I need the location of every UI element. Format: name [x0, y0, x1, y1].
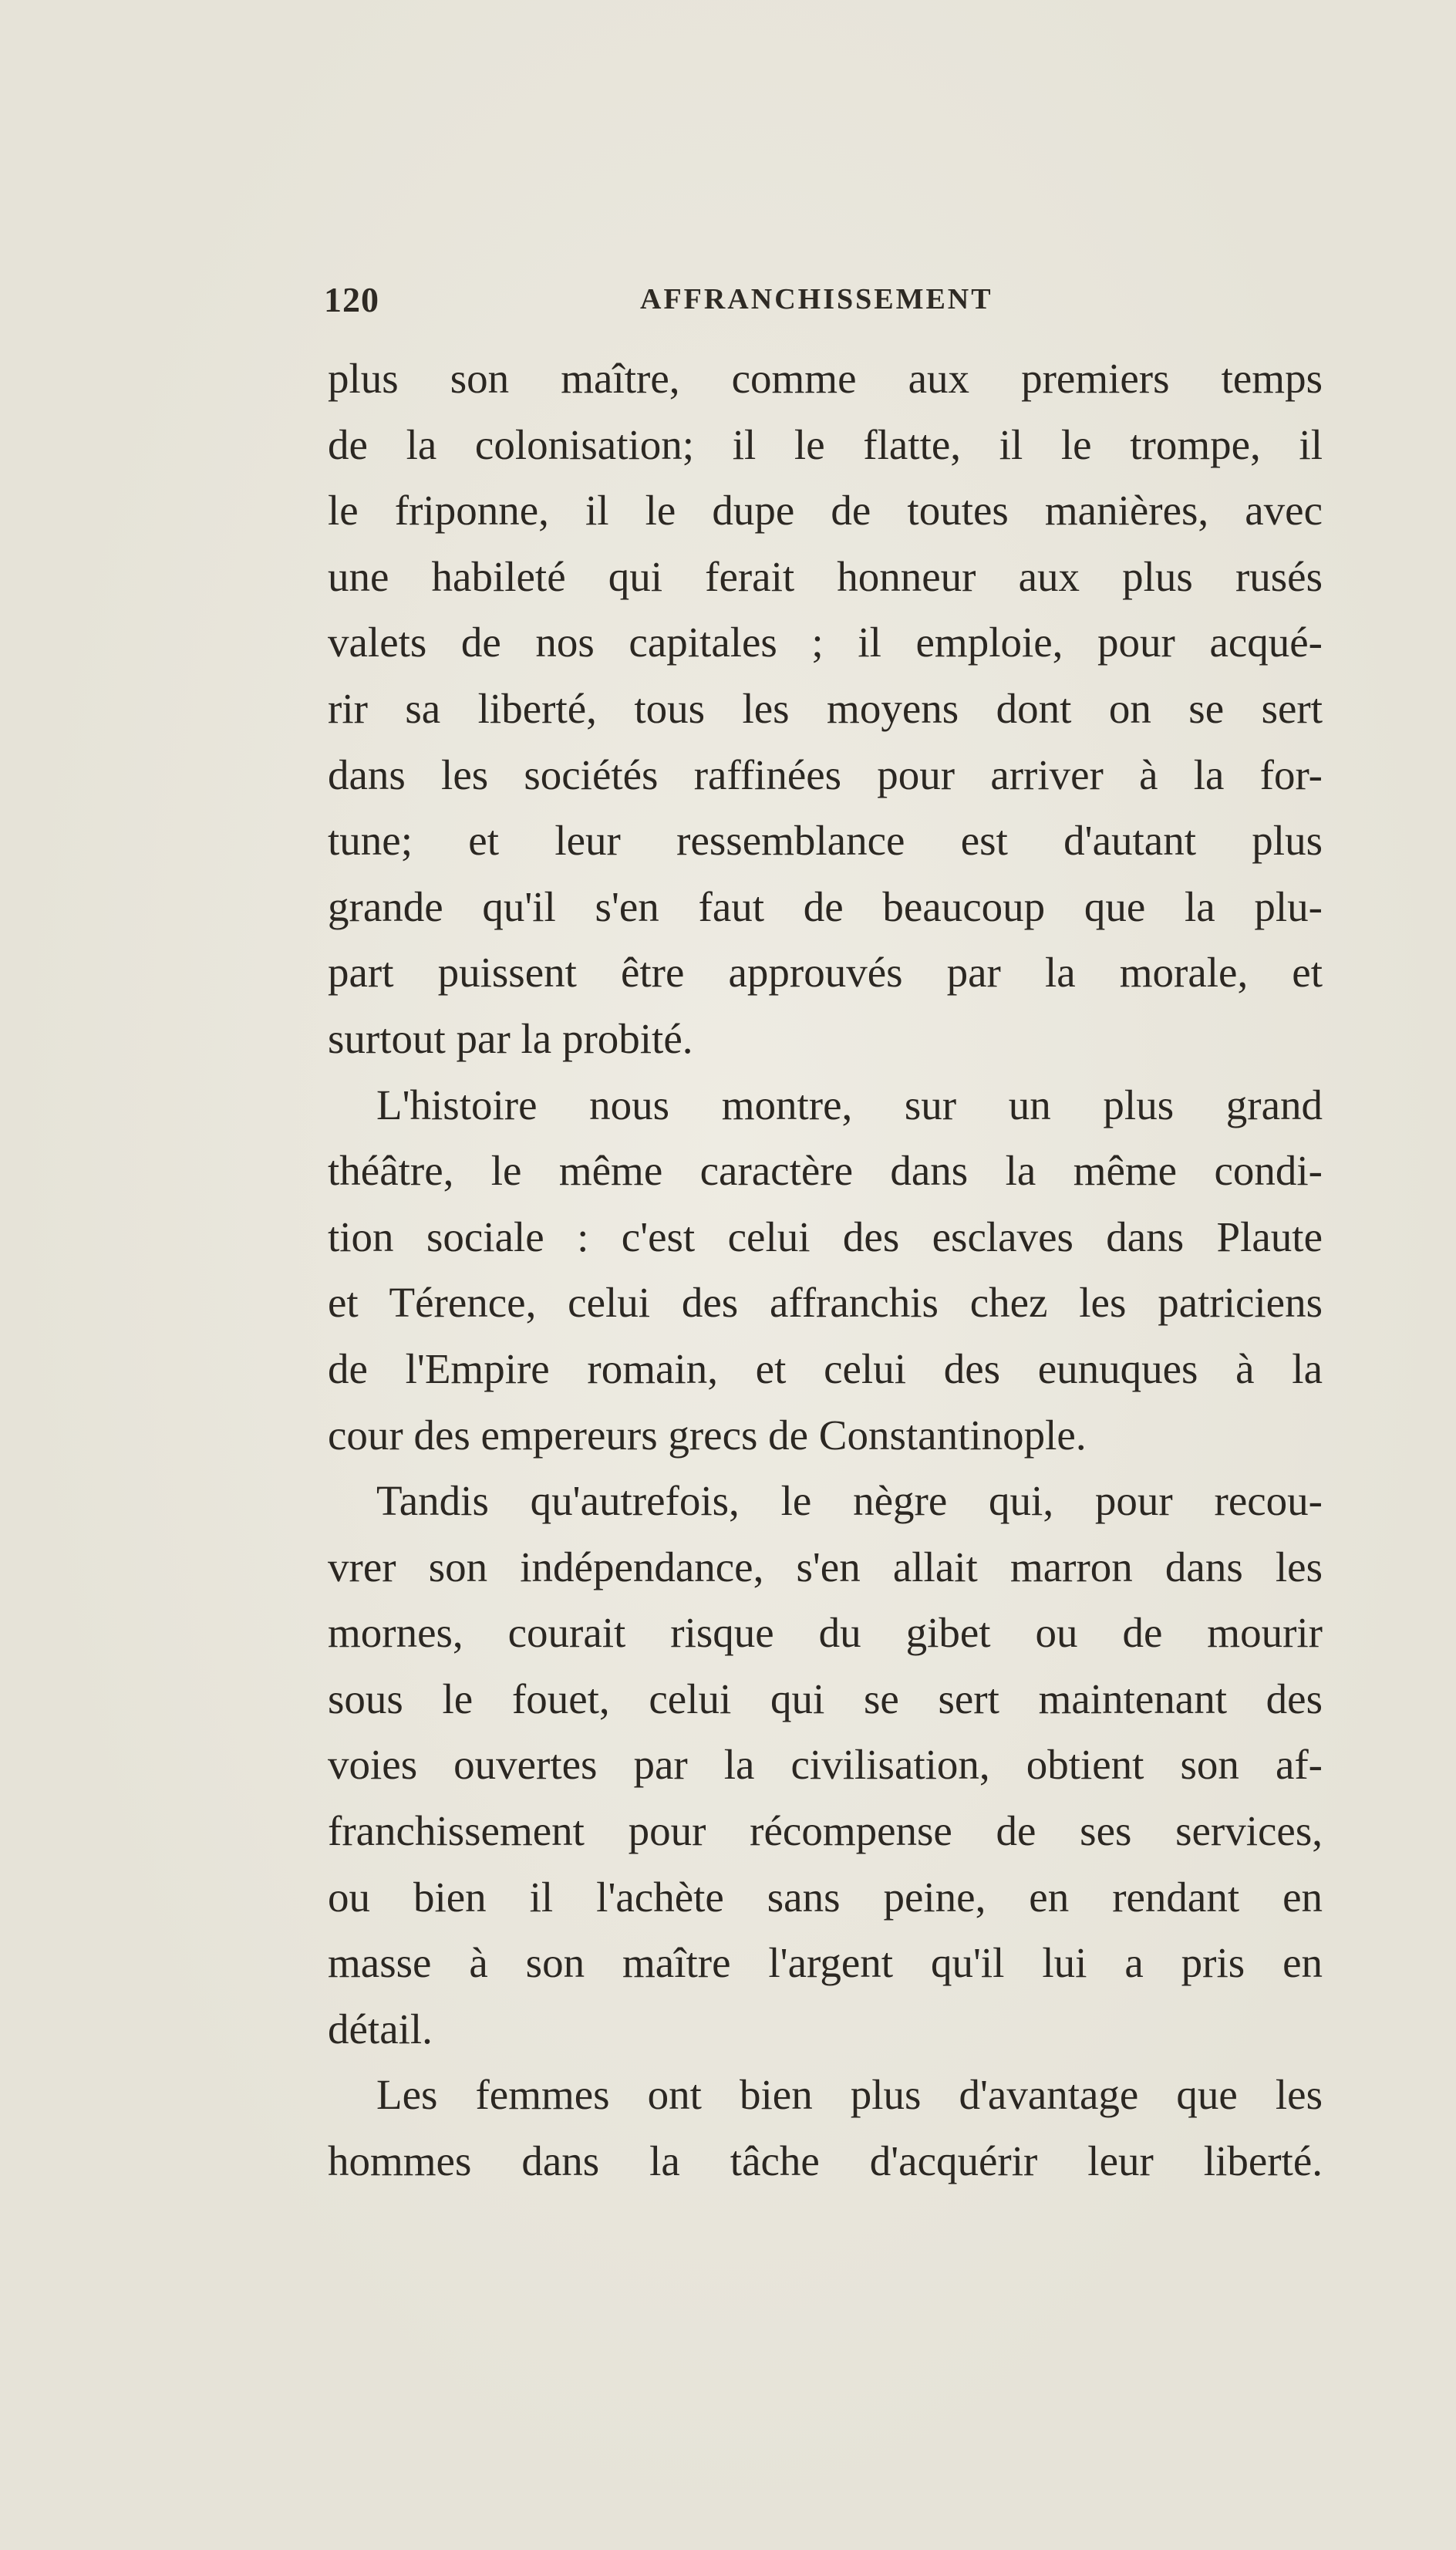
text-line: théâtre, le même caractère dans la même condi- [328, 1147, 1323, 1195]
text-line: tion sociale : c'est celui des esclaves dans Plaute [328, 1213, 1323, 1260]
text-line: le friponne, il le dupe de toutes manières, avec [328, 487, 1323, 535]
text-line: vrer son indépendance, s'en allait marron dans les [328, 1543, 1323, 1590]
text-line: de la colonisation; il le flatte, il le trompe, il [328, 420, 1323, 468]
text-line: de l'Empire romain, et celui des eunuques à la [328, 1344, 1323, 1392]
text-line: et Térence, celui des affranchis chez les patriciens [328, 1279, 1323, 1327]
text-line: voies ouvertes par la civilisation, obtient son af- [328, 1741, 1323, 1789]
running-head: AFFRANCHISSEMENT [640, 283, 993, 315]
text-line: Tandis qu'autrefois, le nègre qui, pour recou- [376, 1477, 1323, 1525]
text-line: rir sa liberté, tous les moyens dont on se sert [328, 684, 1323, 732]
text-line: tune; et leur ressemblance est d'autant plus [328, 817, 1323, 865]
page-header [324, 279, 1326, 333]
text-line: part puissent être approuvés par la morale, et [328, 949, 1323, 997]
text-line: détail. [328, 2005, 433, 2052]
text-line: dans les sociétés raffinées pour arriver à la for- [328, 750, 1323, 798]
text-line: L'histoire nous montre, sur un plus grand [376, 1081, 1323, 1128]
text-line: hommes dans la tâche d'acquérir leur liberté. [328, 2137, 1323, 2185]
text-line: valets de nos capitales ; il emploie, pour acqué- [328, 619, 1323, 666]
text-line: cour des empereurs grecs de Constantinople. [328, 1411, 1087, 1459]
text-line: masse à son maître l'argent qu'il lui a pris en [328, 1939, 1323, 1987]
text-line: franchissement pour récompense de ses services, [328, 1807, 1323, 1855]
text-line: Les femmes ont bien plus d'avantage que les [376, 2071, 1323, 2119]
text-line: grande qu'il s'en faut de beaucoup que la plu- [328, 882, 1323, 930]
text-line: surtout par la probité. [328, 1014, 693, 1062]
text-line: sous le fouet, celui qui se sert maintenant des [328, 1675, 1323, 1722]
text-line: mornes, courait risque du gibet ou de mourir [328, 1609, 1323, 1657]
body-text [328, 346, 1323, 2194]
text-line: une habileté qui ferait honneur aux plus rusés [328, 552, 1323, 600]
page-number: 120 [324, 280, 379, 319]
text-line: ou bien il l'achète sans peine, en rendant en [328, 1873, 1323, 1921]
text-line: plus son maître, comme aux premiers temps [328, 355, 1323, 402]
